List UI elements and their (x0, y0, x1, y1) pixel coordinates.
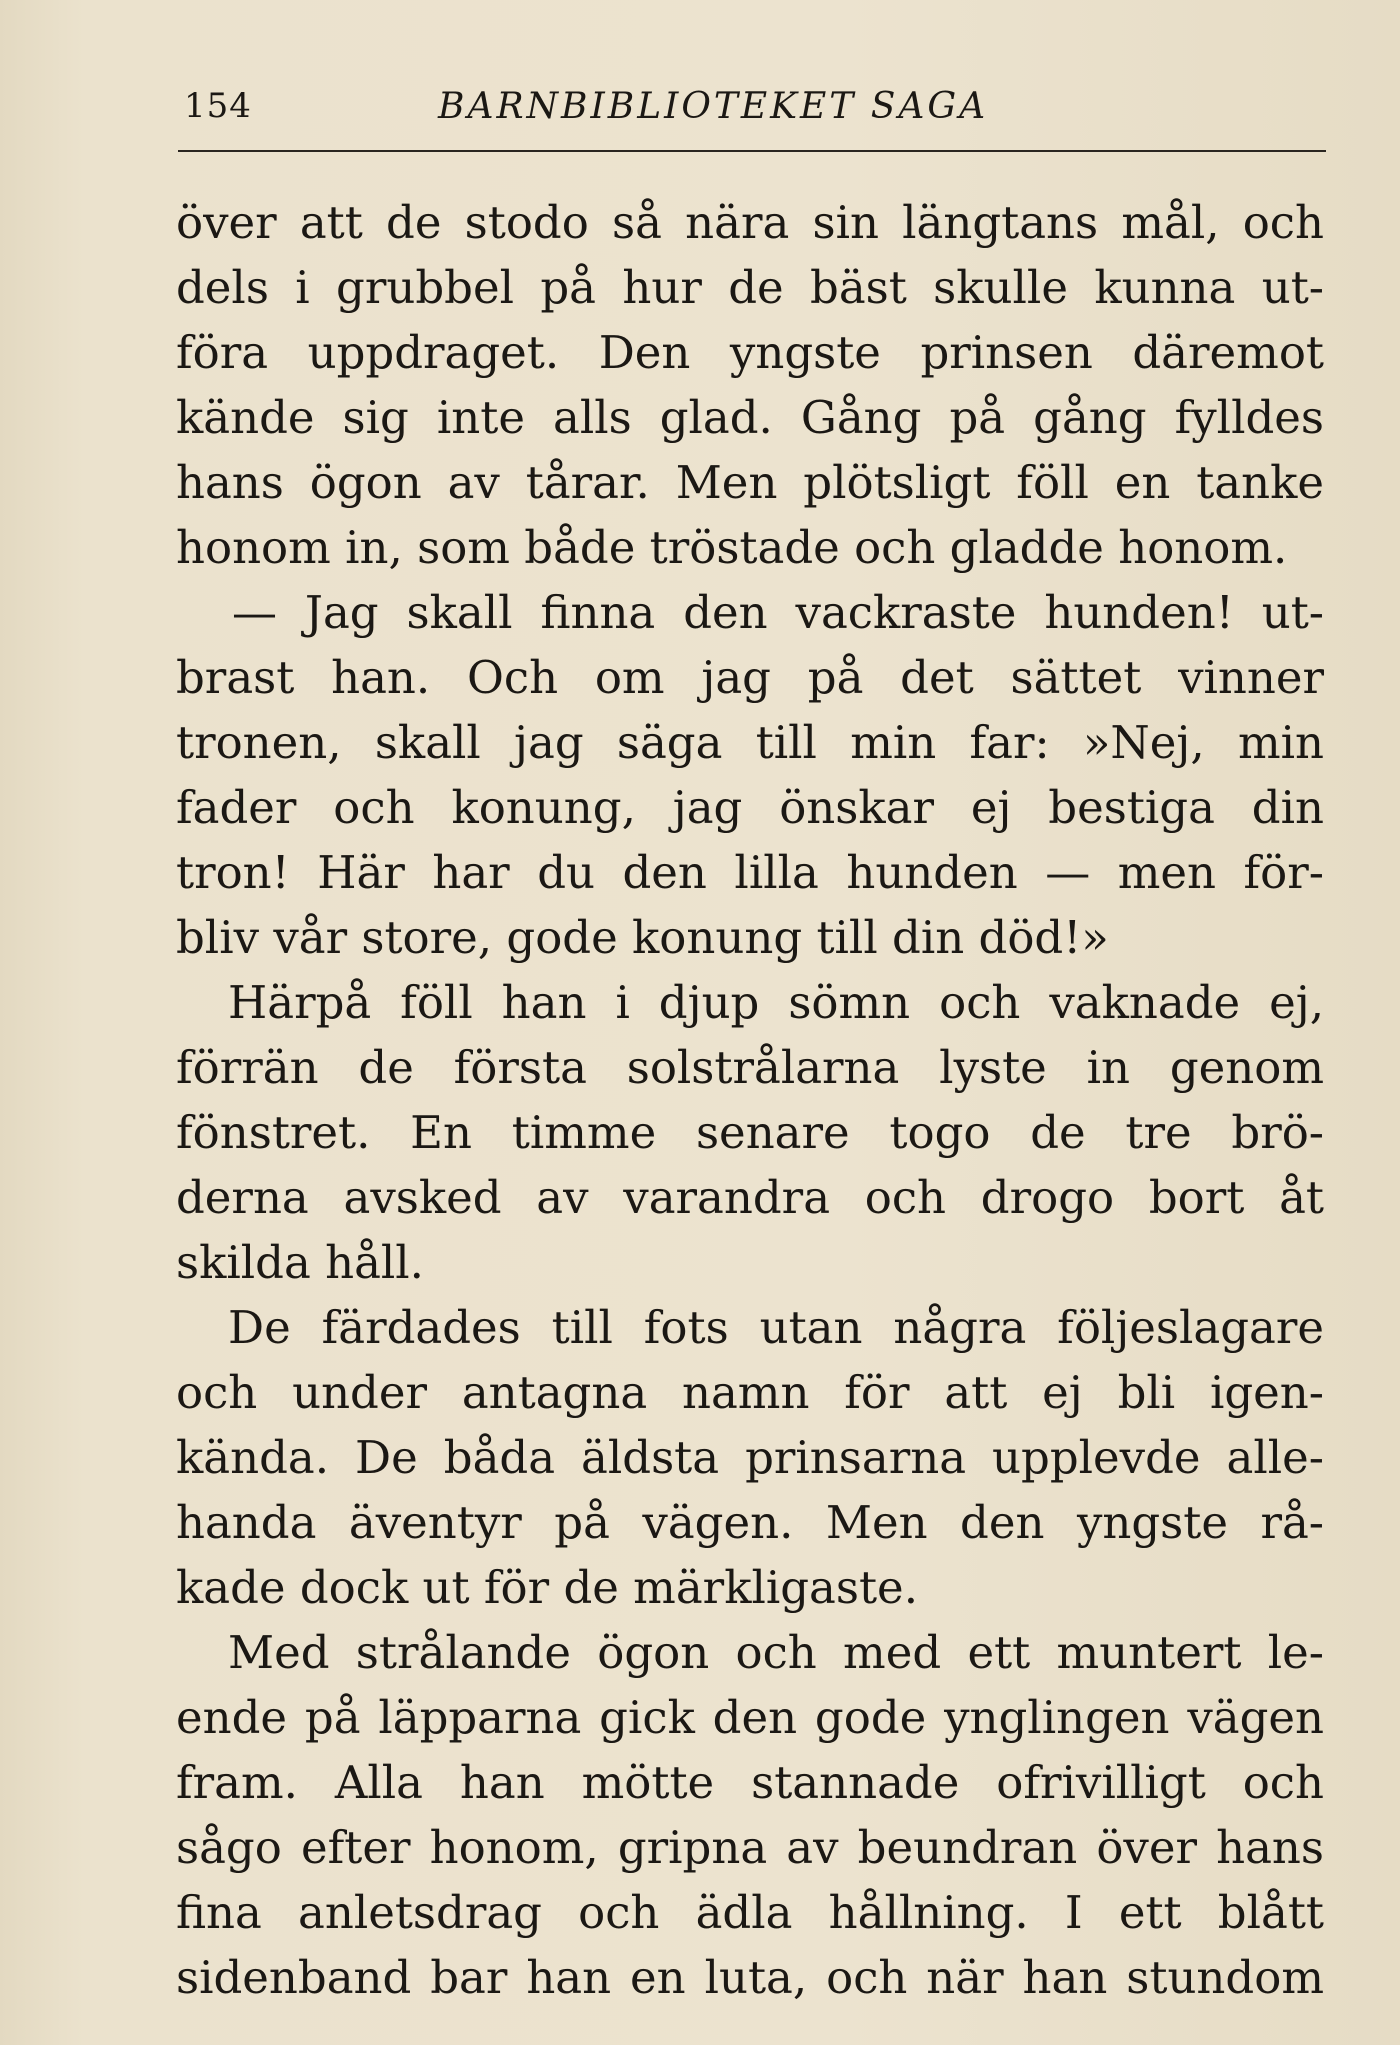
text-line: fader och konung, jag önskar ej bestiga din (176, 781, 1324, 834)
page-header (176, 78, 1326, 138)
text-line: handa äventyr på vägen. Men den yngste rå- (176, 1496, 1324, 1549)
page-number: 154 (184, 86, 252, 126)
text-line: förrän de första solstrålarna lyste in genom (176, 1041, 1324, 1094)
text-line: sågo efter honom, gripna av beundran över hans (176, 1821, 1324, 1874)
text-line: kade dock ut för de märkligaste. (176, 1561, 918, 1614)
text-line: derna avsked av varandra och drogo bort åt (176, 1171, 1324, 1224)
text-line: föra uppdraget. Den yngste prinsen däremot (176, 326, 1324, 379)
text-line: fina anletsdrag och ädla hållning. I ett blått (176, 1886, 1324, 1939)
text-line: över att de stodo så nära sin längtans mål, och (176, 196, 1324, 249)
running-title: BARNBIBLIOTEKET SAGA (438, 86, 989, 127)
text-line: tron! Här har du den lilla hunden — men för- (176, 846, 1324, 899)
text-line: kända. De båda äldsta prinsarna upplevde alle- (176, 1431, 1324, 1484)
text-line: Härpå föll han i djup sömn och vaknade ej, (228, 976, 1324, 1029)
text-line: hans ögon av tårar. Men plötsligt föll en tanke (176, 456, 1324, 509)
text-line: brast han. Och om jag på det sättet vinner (176, 651, 1324, 704)
text-line: Med strålande ögon och med ett muntert le- (228, 1626, 1324, 1679)
text-line: dels i grubbel på hur de bäst skulle kunna ut- (176, 261, 1324, 314)
text-line: honom in, som både tröstade och gladde honom. (176, 521, 1288, 574)
text-line: fönstret. En timme senare togo de tre brö- (176, 1106, 1324, 1159)
text-line: ende på läpparna gick den gode ynglingen vägen (176, 1691, 1324, 1744)
text-line: tronen, skall jag säga till min far: »Nej, min (176, 716, 1324, 769)
text-line: — Jag skall finna den vackraste hunden! ut- (232, 586, 1324, 639)
header-rule (178, 150, 1326, 152)
text-line: skilda håll. (176, 1236, 424, 1289)
text-line: och under antagna namn för att ej bli igen- (176, 1366, 1324, 1419)
text-line: fram. Alla han mötte stannade ofrivilligt och (176, 1756, 1324, 1809)
body-text (176, 190, 1324, 2010)
text-line: bliv vår store, gode konung till din död!» (176, 911, 1109, 964)
text-line: sidenband bar han en luta, och när han stundom (176, 1951, 1324, 2004)
text-line: kände sig inte alls glad. Gång på gång fylldes (176, 391, 1324, 444)
text-line: De färdades till fots utan några följeslagare (228, 1301, 1324, 1354)
